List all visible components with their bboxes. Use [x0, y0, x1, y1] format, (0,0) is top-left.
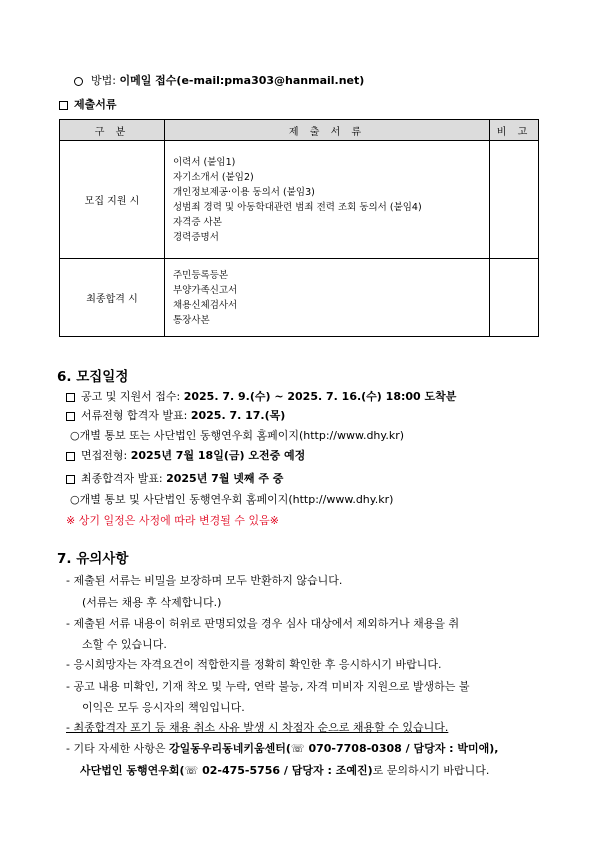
circle-bullet-icon — [74, 77, 83, 86]
table-cell-items — [165, 141, 490, 259]
notes-contact: 강일동우리동네키움센터(☏ 070-7708-0308 / 담당자 : 박미애), — [168, 742, 499, 755]
list-item: 자격증 사본 — [173, 216, 222, 228]
notes-line: - 응시희망자는 자격요건이 적합한지를 정확히 확인한 후 응시하시기 바랍니다. — [66, 658, 442, 671]
notes-text: - 기타 자세한 사항은 — [66, 742, 169, 755]
schedule-value: 2025년 7월 18일(금) 오전중 예정 — [130, 449, 306, 462]
square-bullet-icon — [66, 412, 75, 421]
schedule-line — [66, 470, 283, 486]
notes-line: 이익은 모두 응시자의 책임입니다. — [82, 701, 245, 714]
table-cell-note — [490, 259, 539, 337]
table-row — [60, 141, 539, 259]
method-line — [74, 72, 364, 88]
notes-line — [66, 740, 499, 756]
list-item: 부양가족신고서 — [173, 284, 238, 296]
list-item: 주민등록등본 — [173, 269, 229, 281]
notes-contact: 사단법인 동행연우회(☏ 02-475-5756 / 담당자 : 조예진) — [80, 764, 373, 777]
notes-heading: 7. 유의사항 — [57, 551, 129, 567]
notes-line: 소할 수 있습니다. — [82, 638, 167, 651]
table-cell-items — [165, 259, 490, 337]
table-cell-category: 모집 지원 시 — [60, 141, 165, 259]
notes-text: 로 문의하시기 바랍니다. — [372, 764, 490, 777]
list-item: 이력서 (붙임1) — [173, 156, 236, 168]
docs-heading — [59, 96, 117, 112]
notes-line: - 최종합격자 포기 등 채용 취소 사유 발생 시 차점자 순으로 채용할 수 있습니다. — [66, 721, 449, 734]
list-item: 경력증명서 — [173, 231, 219, 243]
table-row — [60, 259, 539, 337]
method-label: 방법: — [91, 74, 120, 87]
notes-line: (서류는 채용 후 삭제합니다.) — [82, 596, 222, 609]
method-value: 이메일 접수(e-mail:pma303@hanmail.net) — [119, 74, 365, 87]
schedule-line — [66, 407, 285, 423]
schedule-label: 공고 및 지원서 접수: — [81, 390, 184, 403]
square-bullet-icon — [66, 475, 75, 484]
schedule-heading: 6. 모집일정 — [57, 369, 129, 385]
notes-line: - 제출된 서류는 비밀을 보장하며 모두 반환하지 않습니다. — [66, 574, 343, 587]
schedule-line: ○개별 통보 또는 사단법인 동행연우회 홈페이지(http://www.dhy.kr) — [70, 429, 405, 442]
square-bullet-icon — [59, 101, 68, 110]
list-item: 자기소개서 (붙임2) — [173, 171, 254, 183]
schedule-label: 최종합격자 발표: — [81, 472, 167, 485]
list-item: 개인정보제공·이용 동의서 (붙임3) — [173, 186, 315, 198]
list-item: 성범죄 경력 및 아동학대관련 범죄 전력 조회 동의서 (붙임4) — [173, 201, 422, 213]
notes-line — [80, 762, 489, 778]
list-item: 채용신체검사서 — [173, 299, 238, 311]
table-header: 비 고 — [490, 120, 539, 141]
square-bullet-icon — [66, 393, 75, 402]
notes-line: - 제출된 서류 내용이 허위로 판명되었을 경우 심사 대상에서 제외하거나 채용을 취 — [66, 617, 460, 630]
schedule-value: 2025년 7월 넷째 주 중 — [166, 472, 284, 485]
list-item: 통장사본 — [173, 314, 210, 326]
schedule-label: 면접전형: — [81, 449, 131, 462]
schedule-label: 서류전형 합격자 발표: — [81, 409, 191, 422]
square-bullet-icon — [66, 452, 75, 461]
table-header: 제 출 서 류 — [165, 120, 490, 141]
table-cell-category: 최종합격 시 — [60, 259, 165, 337]
documents-table — [59, 119, 539, 337]
schedule-line: ○개별 통보 및 사단법인 동행연우회 홈페이지(http://www.dhy.kr) — [70, 493, 394, 506]
schedule-line — [66, 388, 456, 404]
table-header: 구 분 — [60, 120, 165, 141]
docs-heading-text: 제출서류 — [74, 98, 117, 111]
schedule-notice: ※ 상기 일정은 사정에 따라 변경될 수 있음※ — [66, 514, 279, 527]
schedule-value: 2025. 7. 9.(수) ~ 2025. 7. 16.(수) 18:00 도착분 — [183, 390, 457, 403]
schedule-line — [66, 447, 305, 463]
notes-line: - 공고 내용 미확인, 기재 착오 및 누락, 연락 불능, 자격 미비자 지원으로 발생하는 불 — [66, 680, 470, 693]
table-cell-note — [490, 141, 539, 259]
schedule-value: 2025. 7. 17.(목) — [190, 409, 286, 422]
table-header-row — [60, 120, 539, 141]
